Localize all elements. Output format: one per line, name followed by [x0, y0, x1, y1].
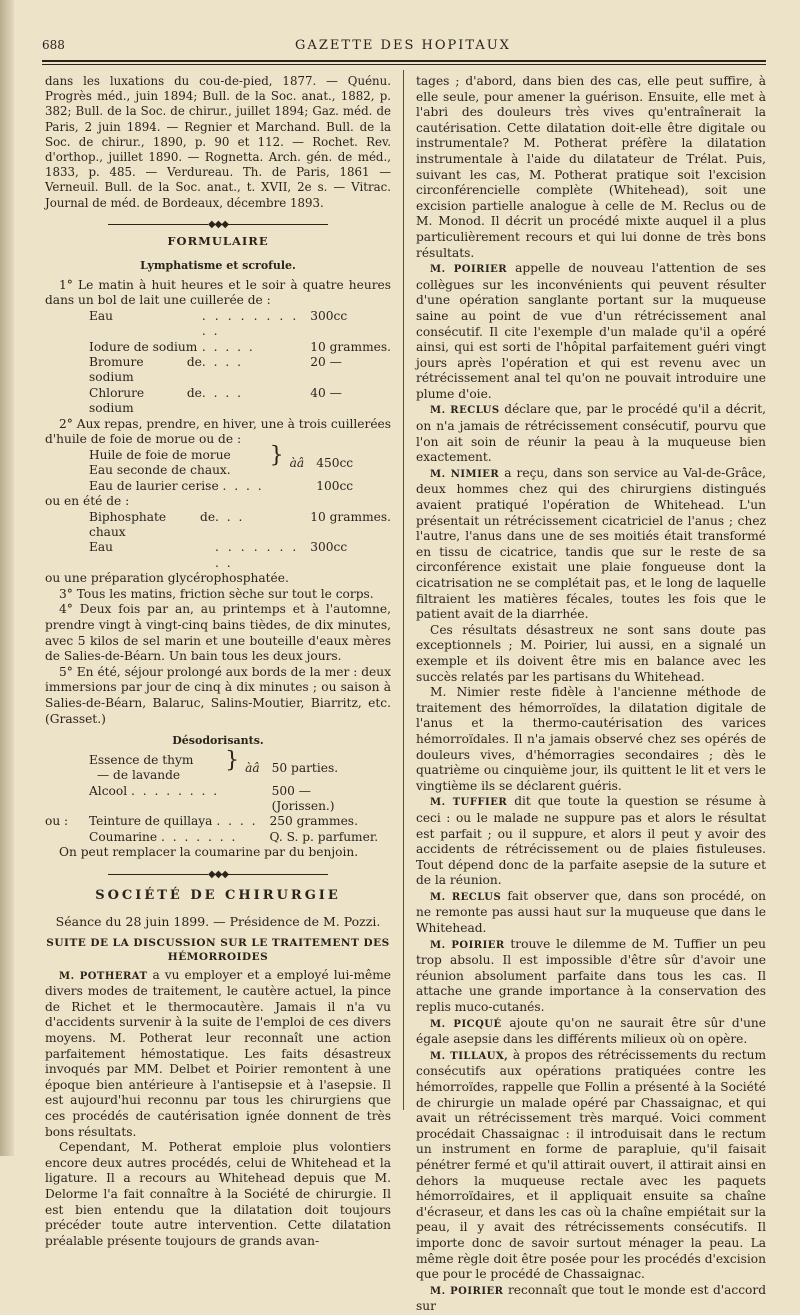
results-paragraph: Ces résultats désastreux ne sont sans doute pas exceptionnels ; M. Poirier, lui aussi, en a signalé un exemple et ils doivent être mis en balance avec les succès relatés par les partisans du Whitehead.: [416, 622, 766, 684]
tuffier-paragraph: M. TUFFIER dit que toute la question se résume à ceci : ou le malade ne suppure pas et alors le résultat est parfait ; ou il suppure, et alors il peut y avoir des accidents de rétrécissement ou de plaies fistuleuses. Tout dépend donc de la parfaite asepsie de la suture et de la réunion.: [416, 794, 767, 888]
potherat-paragraph: M. POTHERAT a vu employer et a employé lui-même divers modes de traitement, le cautère actuel, la pince de Richet et le thermocautère. Jamais il n'a vu d'accidents survenir à la suite de l'emploi de ces divers moyens. M. Potherat leur reconnaît une action parfaitement hémostatique. Les faits désastreux invoqués par MM. Delbet et Poirier remontent à une époque bien antérieure à l'antisepsie et à l'asepsie. Il est aujourd'hui reconnu par tous les chirurgiens que ces procédés de cautérisation ignée donnent de très bons résultats.: [45, 967, 391, 1139]
page-binding-shadow: [0, 0, 14, 1156]
prescription-table-2: Huile de foie de morue } àâ 450cc Eau seconde de chaux. Eau de laurier cerise . . . . 100cc: [89, 442, 354, 493]
replacement-note: On peut remplacer la coumarine par du benjoin.: [59, 845, 359, 860]
right-column: [416, 74, 766, 1315]
session-line: Séance du 28 juin 1899. — Présidence de M. Pozzi.: [55, 914, 381, 930]
prescription-table-1: [89, 309, 391, 417]
subsection-title-lymphatisme: Lymphatisme et scrofule.: [140, 259, 296, 273]
journal-title: GAZETTE DES HOPITAUX: [295, 38, 511, 53]
prescription-table-5-wrap: ou : Teinture de quillaya . . . . 250 grammes. Coumarine . . . . . . . Q. S. p. parfumer.: [45, 814, 379, 844]
paragraph-5: 5° En été, séjour prolongé aux bords de la mer : deux immersions par jour de cinq à dix minutes ; ou saison à Salies-de-Béarn, Balaruc, Salins-Moutier, Biarritz, etc. (Grasset.): [45, 664, 391, 726]
column-divider: [403, 70, 404, 1110]
prescription-row: Eau . . . . . . . . . . 300cc: [89, 308, 348, 339]
glycero-note: ou une préparation glycérophosphatée.: [45, 571, 289, 586]
speaker-name: M. PICQUÉ: [430, 1018, 502, 1030]
reclus-paragraph: M. RECLUS déclare que, par le procédé qu'il a décrit, on n'a jamais de rétrécissement consécutif, pourvu que l'on ait soin de réunir la peau à la muqueuse bien exactement.: [416, 402, 766, 465]
page-number: 688: [42, 38, 65, 52]
speaker-name: M. POIRIER: [430, 1285, 504, 1297]
ingredient: Eau seconde de chaux.: [89, 463, 231, 478]
section-title-societe: SOCIÉTÉ DE CHIRURGIE: [95, 888, 341, 904]
discussion-title: SUITE DE LA DISCUSSION SUR LE TRAITEMENT DES HÉMORROIDES: [46, 936, 390, 963]
prescription-table-5: Teinture de quillaya . . . . 250 grammes. Coumarine . . . . . . . Q. S. p. parfumer.: [89, 814, 379, 844]
tillaux-paragraph: M. TILLAUX, à propos des rétrécissements du rectum consécutifs aux opérations pratiquées contre les hémorroïdes, rappelle que Follin a présenté à la Société de chirurgie un malade opéré par Chassaignac, et qui avait un rétrécissement très marqué. Voici comment procédait Chassaignac : il introduisait dans le rectum un instrument en forme de parapluie, qu'il faisait pénétrer fermé et qu'il attirait ouvert, il attirait ainsi en dehors la muqueuse rectale avec les paquets hémorroïdaires, et il appliquait ensuite sa chaîne d'écraseur, et dans les cas où la chaîne empiétait sur la peau, il y avait des rétrécissements consécutifs. Il importe donc de savoir surtout ménager la peau. La même règle doit être posée pour les procédés d'excision que pour le procédé de Chassaignac.: [416, 1047, 767, 1282]
brace-symbol: }: [225, 747, 240, 773]
section-title-formulaire: FORMULAIRE: [167, 234, 269, 249]
potherat-paragraph-2: Cependant, M. Potherat emploie plus volontiers encore deux autres procédés, celui de Whitehead et la ligature. Il a recours au Whitehead depuis que M. Delorme l'a fait connaître à la Société de chirurgie. Il est bien entendu que la dilatation doit toujours précéder toute autre intervention. Cette dilatation préalable présente toujours de grands avan-: [45, 1140, 391, 1248]
speaker-name: M. TILLAUX,: [430, 1050, 509, 1062]
ingredient: Eau de laurier cerise . . . .: [89, 478, 264, 493]
paragraph-2: 2° Aux repas, prendre, en hiver, une à trois cuillerées d'huile de foie de morue ou de :: [45, 416, 391, 447]
prescription-table-4: Essence de thym } àâ 50 parties. — de lavande Alcool . . . . . . . . 500 — (Jorissen.): [89, 747, 339, 814]
prescription-row: Bromure de sodium . . . . 20 —: [89, 355, 342, 385]
paragraph-3: 3° Tous les matins, friction sèche sur tout le corps.: [59, 586, 374, 601]
speaker-name: M. POTHERAT: [59, 970, 148, 982]
prescription-row: Iodure de sodium . . . . . 10 grammes.: [89, 339, 391, 354]
paragraph-1: 1° Le matin à huit heures et le soir à quatre heures dans un bol de lait une cuillerée de :: [45, 277, 391, 308]
section-separator: ◆◆◆: [45, 217, 391, 233]
poirier-paragraph-3: M. POIRIER reconnaît que tout le monde est d'accord sur: [416, 1282, 766, 1314]
header-rule-thick: [42, 60, 766, 62]
summer-note: ou en été de :: [45, 494, 130, 509]
picque-paragraph: M. PICQUÉ ajoute qu'on ne saurait être sûr d'une égale asepsie dans les différents milieux où on opère.: [416, 1015, 766, 1047]
speaker-name: M. NIMIER: [430, 468, 500, 480]
speaker-name: M. RECLUS: [430, 891, 502, 903]
page-header: [42, 38, 764, 60]
speaker-name: M. RECLUS: [430, 405, 500, 417]
speaker-name: M. POIRIER: [430, 939, 505, 951]
continuation-paragraph: tages ; d'abord, dans bien des cas, elle peut suffire, à elle seule, pour amener la guérison. Ensuite, elle met à l'abri des douleurs très vives qu'entraînerait la cautérisation. Cette dilatation doit-elle être digitale ou instrumentale? M. Potherat préfère la dilatation instrumentale à l'aide du dilatateur de Trélat. Puis, suivant les cas, M. Potherat pratique soit l'excision circonférencielle complète (Whitehead), soit une excision partielle analogue à celle de M. Reclus ou de M. Monod. Il décrit un procédé mixte auquel il a plus particulièrement recours et qui lui donne de très bons résultats.: [416, 74, 766, 260]
poirier-paragraph-2: M. POIRIER trouve le dilemme de M. Tuffier un peu trop absolu. Il est impossible d'être sûr d'avoir une réunion absolument parfaite dans tous les cas. Il attache une grande importance à la conservation des replis muco-cutanés.: [416, 936, 766, 1015]
reclus-paragraph-2: M. RECLUS fait observer que, dans son procédé, on ne remonte pas aussi haut sur la muqueuse que dans le Whitehead.: [416, 888, 766, 936]
prescription-table-3: Biphosphate de chaux . . . 10 grammes. Eau . . . . . . . . . 300cc: [89, 509, 391, 570]
prescription-row: Chlorure de sodium . . . . 40 —: [89, 385, 342, 416]
left-column: [45, 74, 391, 1249]
bibliography-refs: dans les luxations du cou-de-pied, 1877. — Quénu. Progrès méd., juin 1894; Bull. de la Soc. anat., 1882, p. 382; Bull. de la Soc. de chirur., juillet 1894; Gaz. méd. de Paris, 2 juin 1894. — Regnier et Marchand. Bull. de la Soc. de chirur., 1890, p. 90 et 112. — Rochet. Rev. d'orthop., juillet 1890. — Rognetta. Arch. gén. de méd., 1833, p. 485. — Verdureau. Th. de Paris, 1861 — Verneuil. Bull. de la Soc. anat., t. XVII, 2e s. — Vitrac. Journal de méd. de Bordeaux, décembre 1893.: [45, 74, 391, 210]
paragraph-4: 4° Deux fois par an, au printemps et à l'automne, prendre vingt à vingt-cinq bains tièdes, de dix minutes, avec 5 kilos de sel marin et une bouteille d'eaux mères de Salies-de-Béarn. Un bain tous les deux jours.: [45, 602, 391, 664]
ingredient: Huile de foie de morue: [89, 447, 231, 462]
nimier-method-paragraph: M. Nimier reste fidèle à l'ancienne méthode de traitement des hémorroïdes, la dilatation digitale de l'anus et la thermo-cautérisation des varices hémorroïdales. Il n'a jamais observé chez ses opérés de douleurs vives, d'hémorragies secondaires ; dès le quatrième ou cinquième jour, ils quittent le lit et vers le vingtième ils se déclarent guéris.: [416, 685, 766, 793]
brace-symbol: }: [269, 442, 284, 468]
nimier-paragraph: M. NIMIER a reçu, dans son service au Val-de-Grâce, deux hommes chez qui des chirurgiens distingués avaient pratiqué l'opération de Whitehead. L'un présentait un rétrécissement cicatriciel de l'anus ; chez l'autre, l'anus dans une de ses moitiés était transformé en tissu de cicatrice, tandis que sur le reste de sa circonférence existait une plaie fongueuse dont la cicatrisation ne se complétait pas, et le long de laquelle filtraient les matières fécales, toutes les fois que le patient avait de la diarrhée.: [416, 465, 767, 622]
poirier-paragraph: M. POIRIER appelle de nouveau l'attention de ses collègues sur les inconvénients qui peuvent résulter d'une opération sanglante portant sur la muqueuse saine au point de vue d'un rétrécissement anal consécutif. Il cite l'exemple d'un malade qu'il a opéré ainsi, qui est sorti de l'hôpital parfaitement guéri vingt jours après l'opération et qui est revenu avec un rétrécissement anal tel qu'on ne pouvait introduire une plume d'oie.: [416, 261, 766, 401]
speaker-name: M. TUFFIER: [430, 797, 508, 809]
section-separator: ◆◆◆: [45, 867, 391, 883]
speaker-name: M. POIRIER: [430, 264, 508, 276]
header-rule-thin: [42, 64, 766, 65]
subsection-title-desodorisants: Désodorisants.: [172, 734, 264, 748]
